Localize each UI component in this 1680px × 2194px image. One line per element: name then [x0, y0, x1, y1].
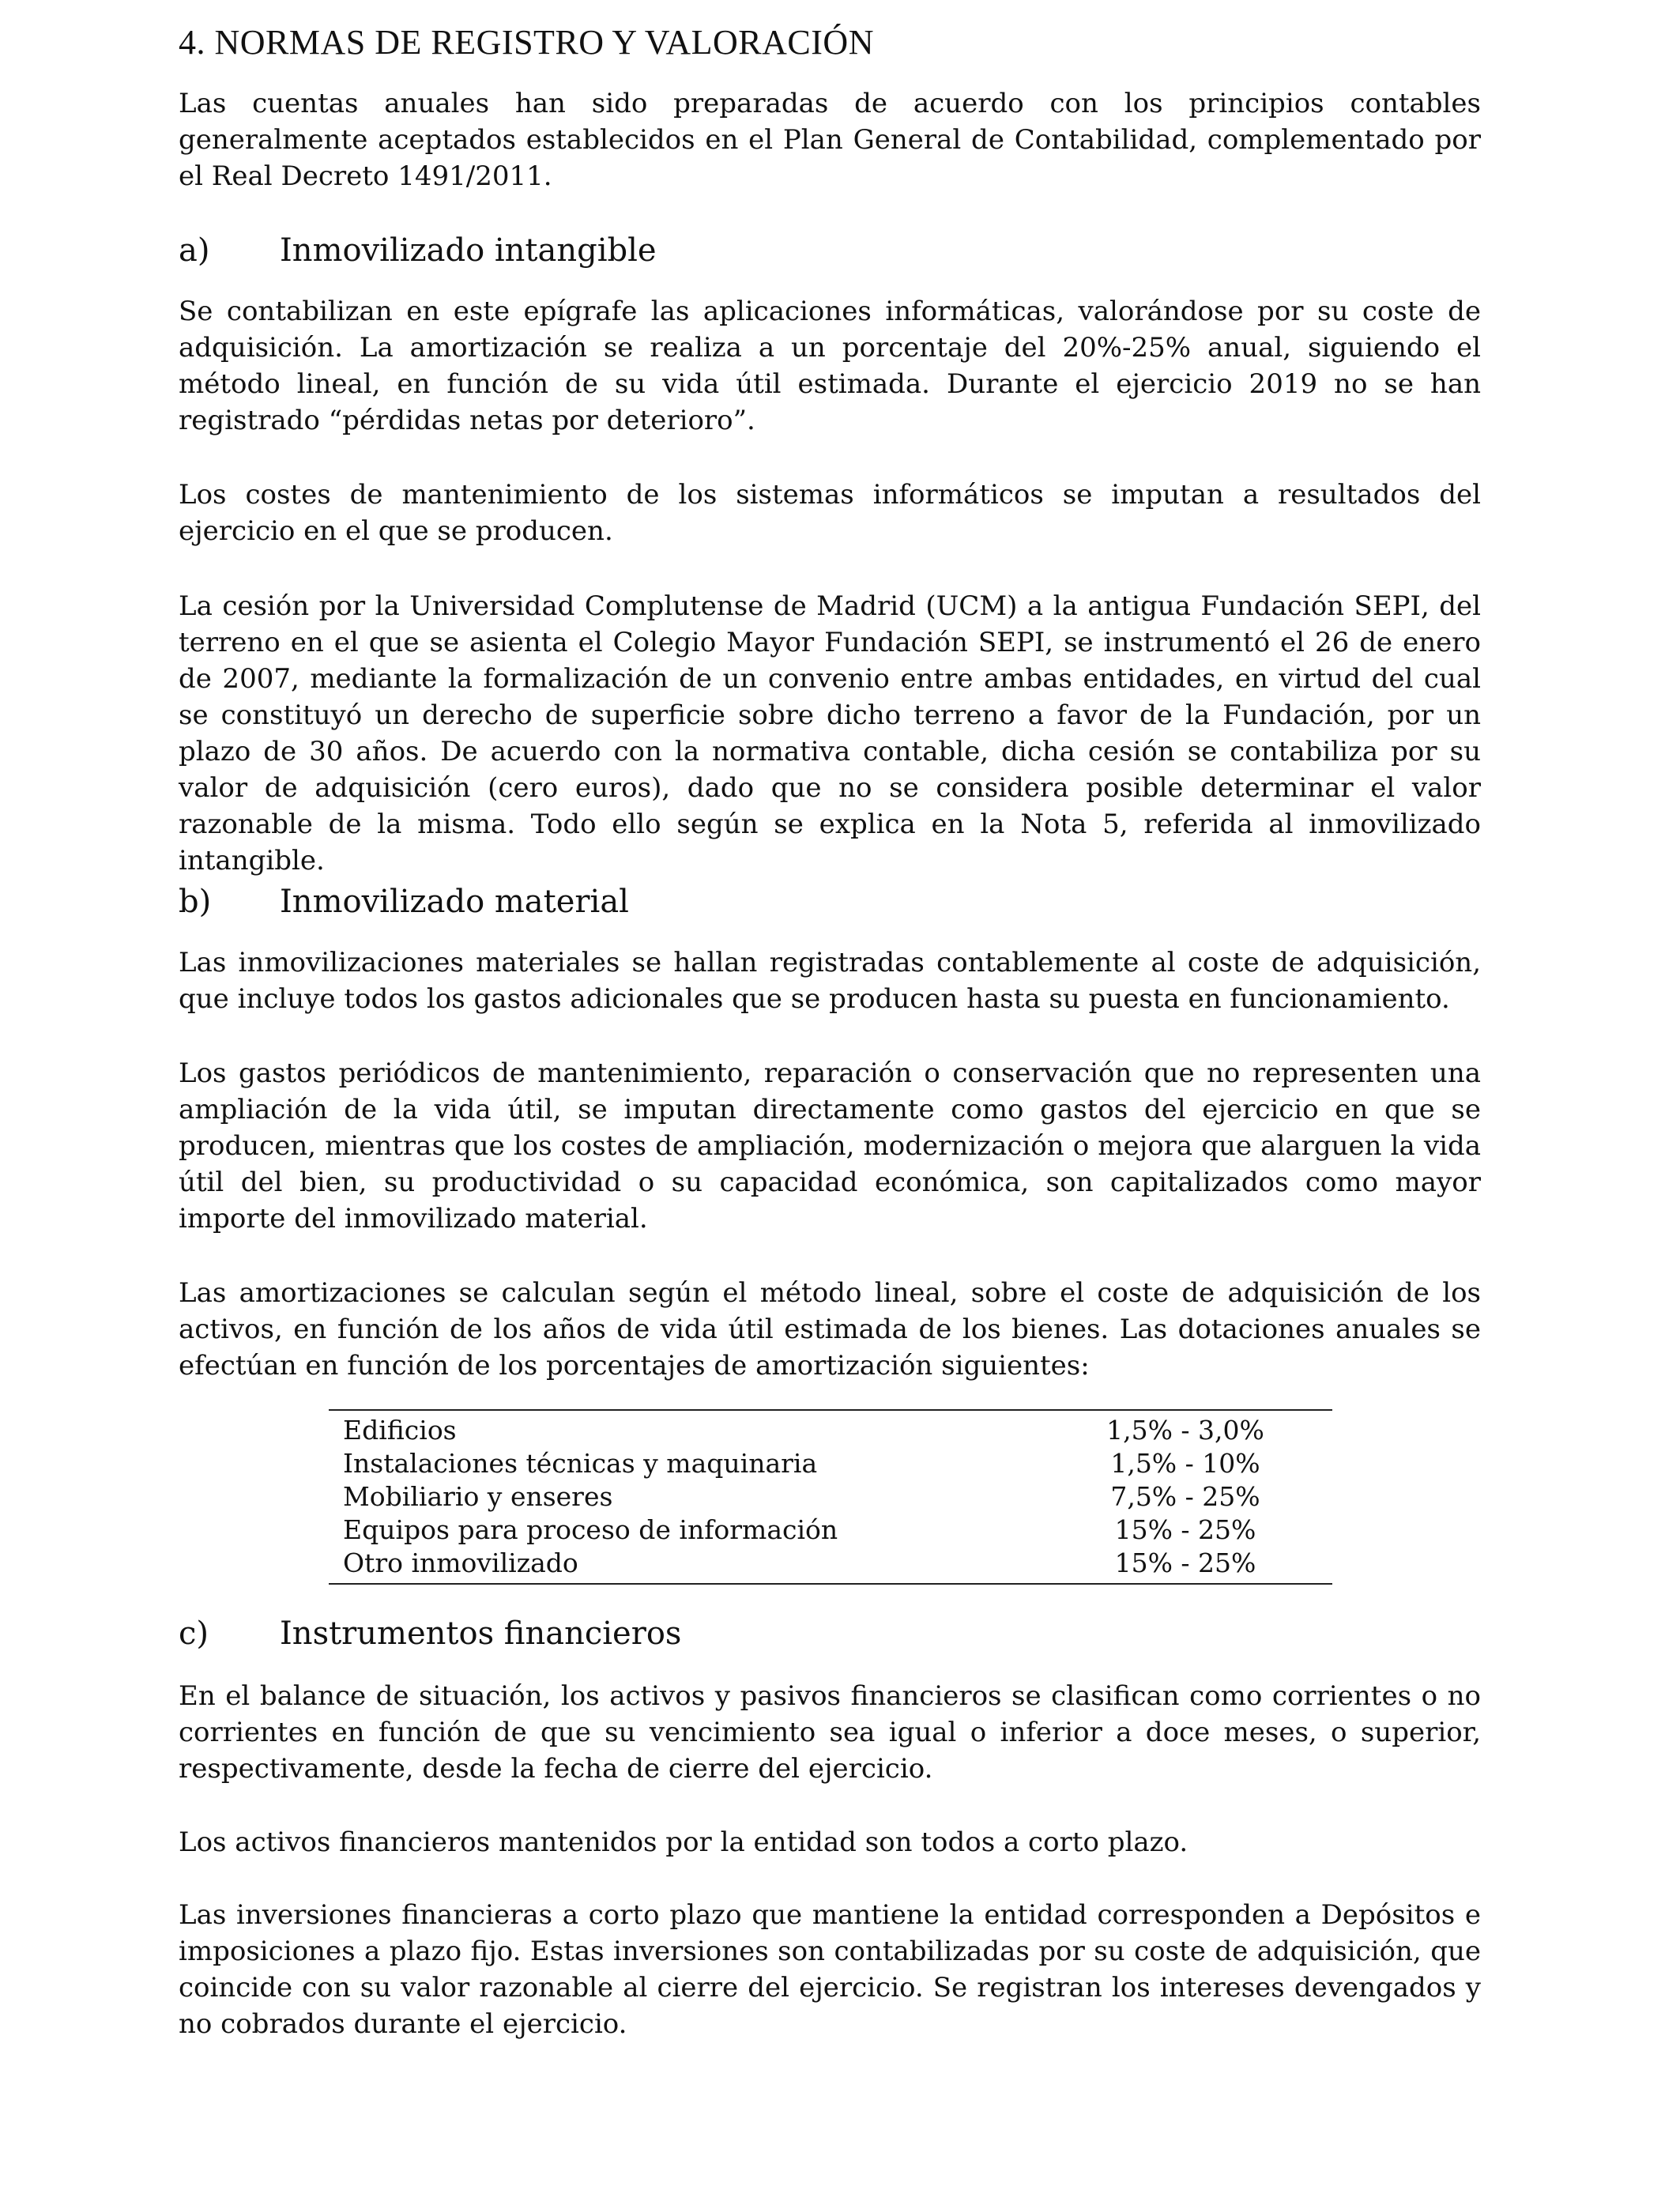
table-row [329, 1414, 1332, 1447]
heading-title-b: Inmovilizado material [280, 884, 629, 920]
financial-paragraph-2: Los activos financieros mantenidos por la entidad son todos a corto plazo. [179, 1826, 1188, 1858]
intangible-paragraph-3: La cesión por la Universidad Complutense de Madrid (UCM) a la antigua Fundación SEPI, del terreno en el que se asienta el Colegio Mayor Fundación SEPI, se instrumentó el 26 de enero de 2007, mediante la formalización de un convenio entre ambas entidades, en virtud del cual se constituyó un derecho de superficie sobre dicho terreno a favor de la Fundación, por un plazo de 30 años. De acuerdo con la normativa contable, dicha cesión se contabiliza por su valor de adquisición (cero euros), dado que no se considera posible determinar el valor razonable de la misma. Todo ello según se explica en la Nota 5, referida al inmovilizado intangible. [179, 590, 1481, 876]
table-cell-label: Otro inmovilizado [343, 1547, 578, 1578]
heading-inmovilizado-material [179, 883, 629, 921]
financial-paragraph-3: Las inversiones financieras a corto plazo que mantiene la entidad corresponden a Depósitos e imposiciones a plazo fijo. Estas inversiones son contabilizadas por su coste de adquisición, que coincide con su valor razonable al cierre del ejercicio. Se registran los intereses devengados y no cobrados durante el ejercicio. [179, 1899, 1481, 2040]
heading-inmovilizado-intangible [179, 232, 657, 270]
table-cell-label: Edificios [343, 1415, 457, 1446]
table-row [329, 1514, 1332, 1547]
amortization-table [329, 1409, 1332, 1585]
heading-title-a: Inmovilizado intangible [280, 232, 657, 269]
intangible-paragraph-2: Los costes de mantenimiento de los sistemas informáticos se imputan a resultados del ejercicio en el que se producen. [179, 479, 1481, 547]
table-cell-value: 15% - 25% [1114, 1547, 1256, 1578]
table-row [329, 1547, 1332, 1580]
section-title: 4. NORMAS DE REGISTRO Y VALORACIÓN [179, 23, 874, 62]
table-cell-value: 1,5% - 3,0% [1106, 1415, 1264, 1446]
heading-letter-c: c) [179, 1615, 209, 1652]
table-cell-value: 7,5% - 25% [1110, 1481, 1260, 1512]
heading-letter-b: b) [179, 884, 212, 920]
intangible-paragraph-1: Se contabilizan en este epígrafe las aplicaciones informáticas, valorándose por su coste de adquisición. La amortización se realiza a un porcentaje del 20%-25% anual, siguiendo el método lineal, en función de su vida útil estimada. Durante el ejercicio 2019 no se han registrado “pérdidas netas por deterioro”. [179, 296, 1481, 436]
heading-instrumentos-financieros [179, 1615, 681, 1653]
heading-letter-a: a) [179, 232, 210, 269]
table-cell-label: Equipos para proceso de información [343, 1514, 838, 1545]
intro-paragraph: Las cuentas anuales han sido preparadas de acuerdo con los principios contables generalmente aceptados establecidos en el Plan General de Contabilidad, complementado por el Real Decreto 1491/2011. [179, 88, 1481, 192]
table-cell-label: Instalaciones técnicas y maquinaria [343, 1448, 818, 1479]
table-cell-value: 1,5% - 10% [1110, 1448, 1260, 1479]
material-paragraph-2: Los gastos periódicos de mantenimiento, reparación o conservación que no representen una ampliación de la vida útil, se imputan directamente como gastos del ejercicio en que se producen, mientras que los costes de ampliación, modernización o mejora que alarguen la vida útil del bien, su productividad o su capacidad económica, son capitalizados como mayor importe del inmovilizado material. [179, 1057, 1481, 1235]
material-paragraph-3: Las amortizaciones se calculan según el método lineal, sobre el coste de adquisición de los activos, en función de los años de vida útil estimada de los bienes. Las dotaciones anuales se efectúan en función de los porcentajes de amortización siguientes: [179, 1277, 1481, 1382]
table-row [329, 1447, 1332, 1480]
heading-title-c: Instrumentos financieros [280, 1615, 682, 1652]
material-paragraph-1: Las inmovilizaciones materiales se hallan registradas contablemente al coste de adquisición, que incluye todos los gastos adicionales que se producen hasta su puesta en funcionamiento. [179, 947, 1481, 1015]
table-cell-value: 15% - 25% [1114, 1514, 1256, 1545]
financial-paragraph-1: En el balance de situación, los activos y pasivos financieros se clasifican como corrientes o no corrientes en función de que su vencimiento sea igual o inferior a doce meses, o superior, respectivamente, desde la fecha de cierre del ejercicio. [179, 1680, 1481, 1785]
table-cell-label: Mobiliario y enseres [343, 1481, 613, 1512]
table-row [329, 1480, 1332, 1514]
